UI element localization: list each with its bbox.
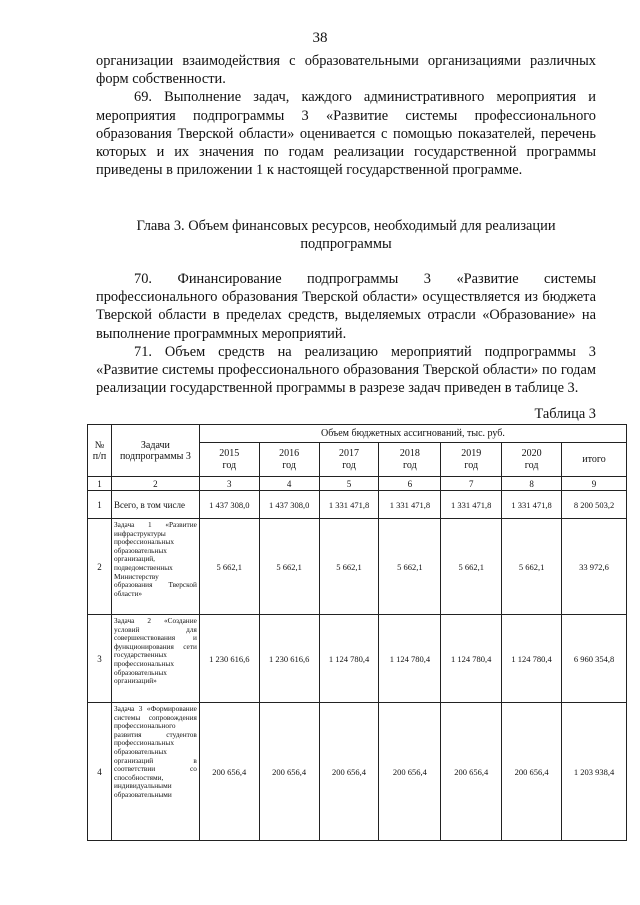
value-cell: 1 230 616,6 — [199, 615, 259, 703]
row-number: 2 — [88, 519, 112, 615]
column-number: 7 — [441, 477, 502, 491]
value-cell: 1 124 780,4 — [502, 615, 562, 703]
table-row — [88, 703, 627, 841]
value-cell: 200 656,4 — [502, 703, 562, 841]
value-cell: 1 437 308,0 — [259, 491, 319, 519]
header-tasks: Задачи подпрограммы 3 — [111, 425, 199, 477]
column-number: 2 — [111, 477, 199, 491]
chapter-heading-line1: Глава 3. Объем финансовых ресурсов, необходимый для реализации — [136, 218, 556, 234]
value-cell: 1 124 780,4 — [379, 615, 441, 703]
column-number: 1 — [88, 477, 112, 491]
body-text-bottom — [96, 270, 596, 397]
value-cell: 5 662,1 — [259, 519, 319, 615]
task-cell: Задача 1 «Развитие инфраструктуры профессиональных образовательных организаций, подведомственных Министерству образования Тверской области» — [111, 519, 199, 615]
page-number: 38 — [312, 30, 328, 46]
header-year: 2015 год — [199, 443, 259, 477]
paragraph-69: 69. Выполнение задач, каждого административного мероприятия и мероприятия подпрограммы 3 «Развитие системы профессионального образования Тверской области» оценивается с помощью показателей, перечень которых и их значения по годам реализации государственной программы приведены в приложении 1 к настоящей государственной программе. — [96, 89, 596, 179]
value-cell: 200 656,4 — [319, 703, 379, 841]
value-cell: 1 124 780,4 — [319, 615, 379, 703]
chapter-heading — [96, 217, 596, 253]
paragraph-70: 70. Финансирование подпрограммы 3 «Развитие системы профессионального образования Тверской области» осуществляется из бюджета Тверской области в пределах средств, выделяемых отрасли «Образование» на выполнение программных мероприятий. — [96, 271, 596, 342]
value-cell: 1 124 780,4 — [441, 615, 502, 703]
table-row — [88, 491, 627, 519]
column-number: 6 — [379, 477, 441, 491]
column-number: 3 — [199, 477, 259, 491]
header-number: № п/п — [88, 425, 112, 477]
value-cell: 200 656,4 — [441, 703, 502, 841]
total-cell: 33 972,6 — [562, 519, 627, 615]
paragraph-continuation: организации взаимодействия с образовательными организациями различных форм собственности. — [96, 53, 596, 88]
column-number: 4 — [259, 477, 319, 491]
header-year: 2017 год — [319, 443, 379, 477]
value-cell: 1 331 471,8 — [441, 491, 502, 519]
row-number: 1 — [88, 491, 112, 519]
value-cell: 200 656,4 — [199, 703, 259, 841]
header-budget: Объем бюджетных ассигнований, тыс. руб. — [199, 425, 626, 443]
row-number: 3 — [88, 615, 112, 703]
value-cell: 200 656,4 — [379, 703, 441, 841]
header-year: 2020 год — [502, 443, 562, 477]
table-row — [88, 615, 627, 703]
body-text-top — [96, 52, 596, 179]
value-cell: 1 331 471,8 — [502, 491, 562, 519]
table-caption: Таблица 3 — [534, 406, 596, 422]
chapter-heading-line2: подпрограммы — [300, 236, 392, 253]
value-cell: 1 437 308,0 — [199, 491, 259, 519]
task-cell: Задача 2 «Создание условий для совершенствования и функционирования сети государственных профессиональных образовательных организаций» — [111, 615, 199, 703]
value-cell: 1 331 471,8 — [379, 491, 441, 519]
column-number: 9 — [562, 477, 627, 491]
column-number-row — [88, 477, 627, 491]
row-number: 4 — [88, 703, 112, 841]
header-year: 2016 год — [259, 443, 319, 477]
value-cell: 200 656,4 — [259, 703, 319, 841]
header-year: 2018 год — [379, 443, 441, 477]
total-cell: 6 960 354,8 — [562, 615, 627, 703]
total-cell: 1 203 938,4 — [562, 703, 627, 841]
task-cell: Задача 3 «Формирование системы сопровождения профессионального развития студентов профессиональных образовательных организаций в соответствии со способностями, индивидуальными образовательными — [111, 703, 199, 841]
value-cell: 5 662,1 — [502, 519, 562, 615]
total-cell: 8 200 503,2 — [562, 491, 627, 519]
value-cell: 5 662,1 — [199, 519, 259, 615]
value-cell: 1 230 616,6 — [259, 615, 319, 703]
value-cell: 1 331 471,8 — [319, 491, 379, 519]
column-number: 8 — [502, 477, 562, 491]
table-row — [88, 519, 627, 615]
header-total: итого — [562, 443, 627, 477]
value-cell: 5 662,1 — [441, 519, 502, 615]
value-cell: 5 662,1 — [379, 519, 441, 615]
paragraph-71: 71. Объем средств на реализацию мероприятий подпрограммы 3 «Развитие системы профессионального образования Тверской области» по годам реализации государственной программы в разрезе задач приведен в таблице 3. — [96, 343, 596, 397]
value-cell: 5 662,1 — [319, 519, 379, 615]
task-cell: Всего, в том числе — [111, 491, 199, 519]
header-year: 2019 год — [441, 443, 502, 477]
column-number: 5 — [319, 477, 379, 491]
budget-table — [87, 424, 627, 841]
